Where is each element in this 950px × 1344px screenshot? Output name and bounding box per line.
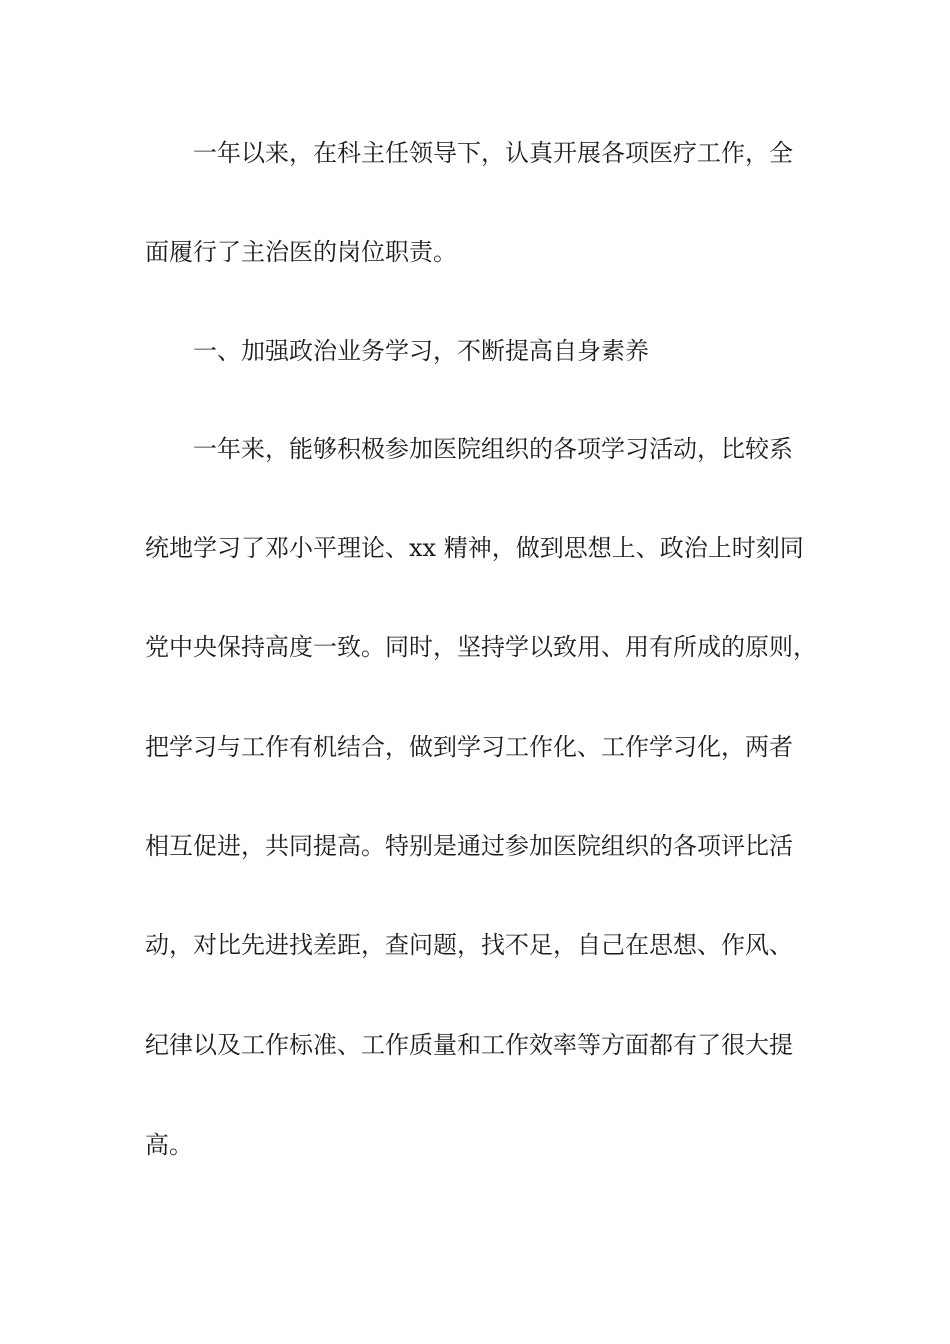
paragraph-2-line-5: 相互促进，共同提高。特别是通过参加医院组织的各项评比活 (145, 832, 793, 860)
section-heading-1: 一、加强政治业务学习，不断提高自身素养 (193, 337, 649, 365)
paragraph-2-line-7: 纪律以及工作标准、工作质量和工作效率等方面都有了很大提 (145, 1031, 793, 1059)
paragraph-1-line-2: 面履行了主治医的岗位职责。 (145, 238, 457, 266)
paragraph-1-line-1: 一年以来，在科主任领导下，认真开展各项医疗工作，全 (193, 139, 793, 167)
paragraph-2-line-1: 一年来，能够积极参加医院组织的各项学习活动，比较系 (193, 435, 793, 463)
paragraph-2-line-2: 统地学习了邓小平理论、xx 精神，做到思想上、政治上时刻同 (145, 534, 804, 562)
paragraph-2-line-8: 高。 (145, 1131, 193, 1159)
paragraph-2-line-3: 党中央保持高度一致。同时，坚持学以致用、用有所成的原则， (145, 633, 817, 661)
paragraph-2-line-6: 动，对比先进找差距，查问题，找不足，自己在思想、作风、 (145, 931, 793, 959)
paragraph-2-line-4: 把学习与工作有机结合，做到学习工作化、工作学习化，两者 (145, 733, 793, 761)
